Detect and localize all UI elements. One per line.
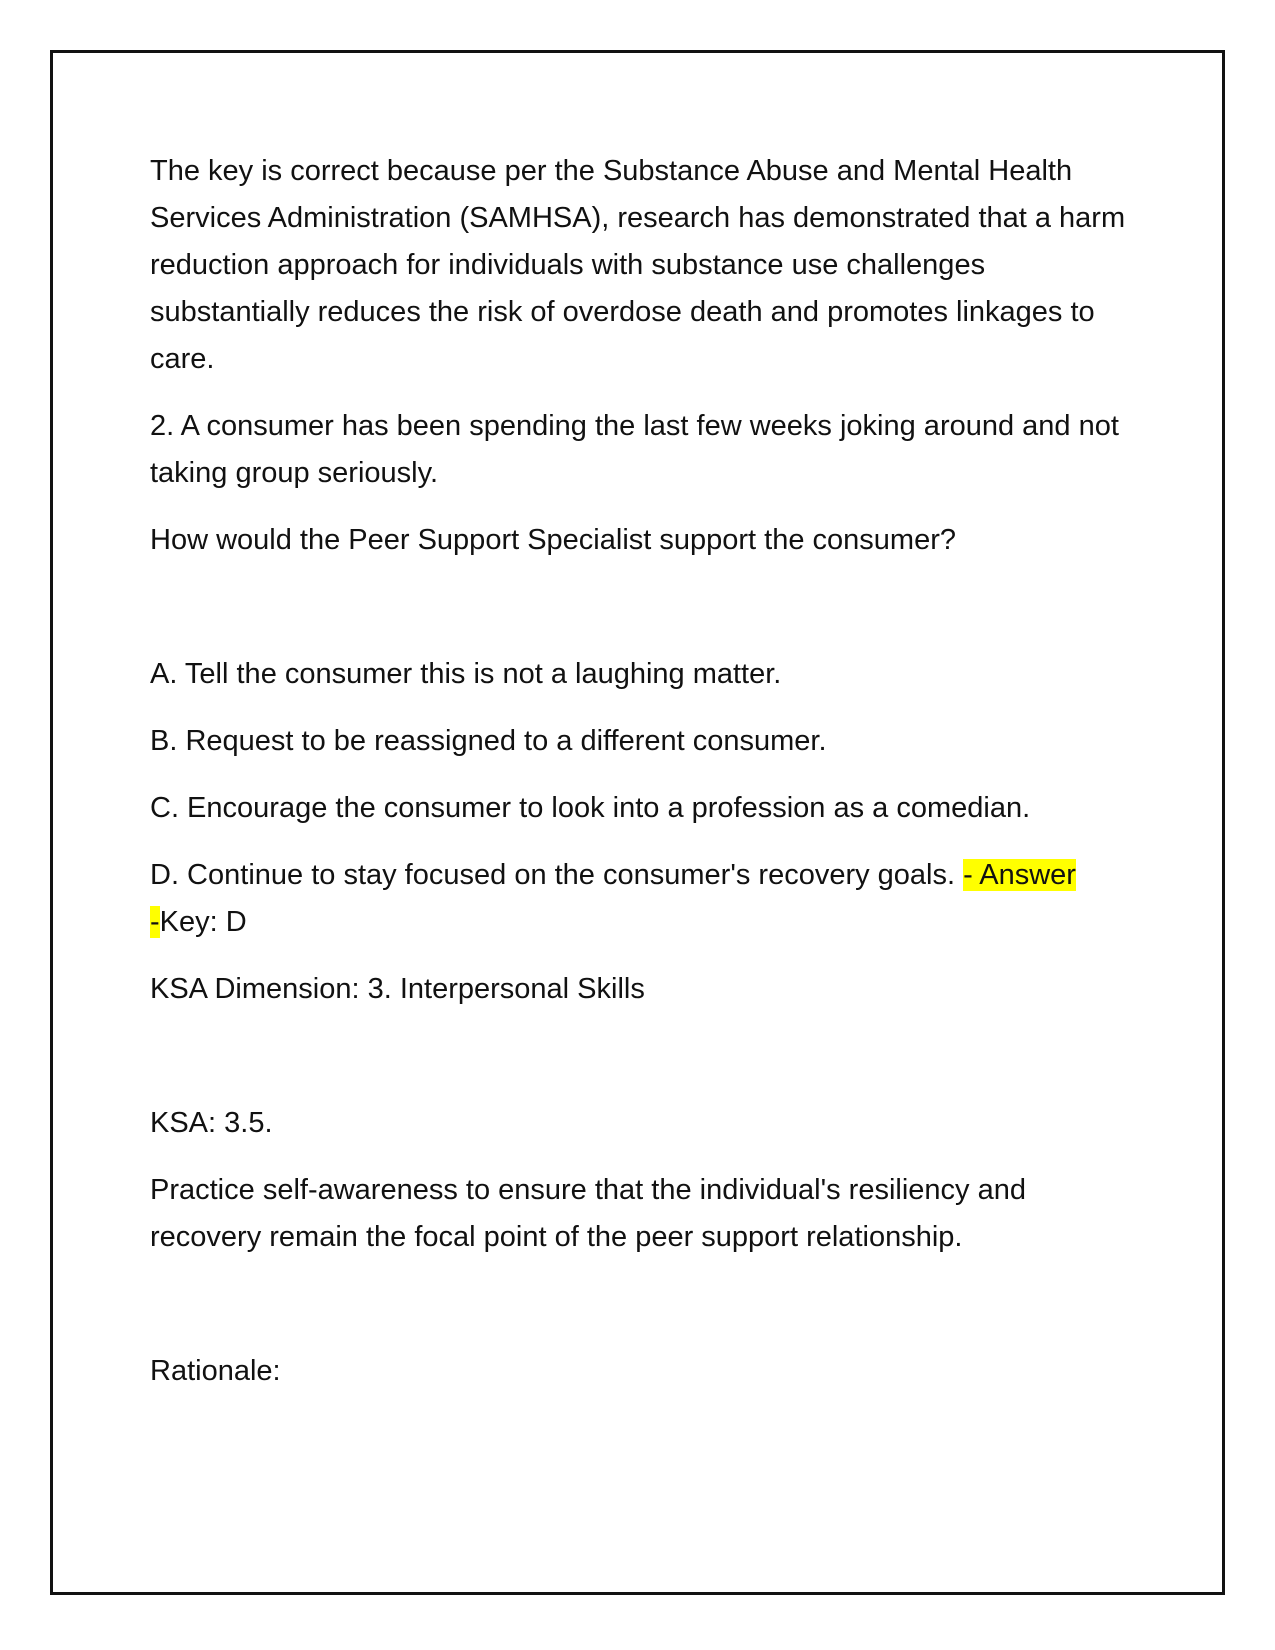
option-d-with-answer (150, 852, 1130, 946)
document-body (150, 148, 1130, 1415)
ksa-description: Practice self-awareness to ensure that the individual's resiliency and recovery remain the focal point of the peer support relationship. (150, 1174, 1026, 1253)
answer-highlight-1: - Answer (963, 859, 1076, 891)
ksa-code: KSA: 3.5. (150, 1107, 273, 1139)
option-b: B. Request to be reassigned to a different consumer. (150, 725, 827, 757)
option-d: D. Continue to stay focused on the consumer's recovery goals. (150, 859, 964, 891)
blank-line (150, 584, 1130, 651)
question-stem: 2. A consumer has been spending the last few weeks joking around and not taking group seriously. (150, 410, 1119, 489)
rationale-label: Rationale: (150, 1355, 281, 1387)
ksa-dimension: KSA Dimension: 3. Interpersonal Skills (150, 973, 645, 1005)
answer-key: Key: D (159, 906, 247, 938)
question-prompt: How would the Peer Support Specialist support the consumer? (150, 524, 956, 556)
blank-line (150, 1281, 1130, 1348)
option-a: A. Tell the consumer this is not a laughing matter. (150, 658, 782, 690)
intro-paragraph: The key is correct because per the Substance Abuse and Mental Health Services Administration (SAMHSA), research has demonstrated that a harm reduction approach for individuals with substance use challenges substantially reduces the risk of overdose death and promotes linkages to care. (150, 155, 1126, 375)
option-c: C. Encourage the consumer to look into a profession as a comedian. (150, 792, 1031, 824)
blank-line (150, 1033, 1130, 1100)
answer-highlight-2: - (150, 906, 160, 938)
